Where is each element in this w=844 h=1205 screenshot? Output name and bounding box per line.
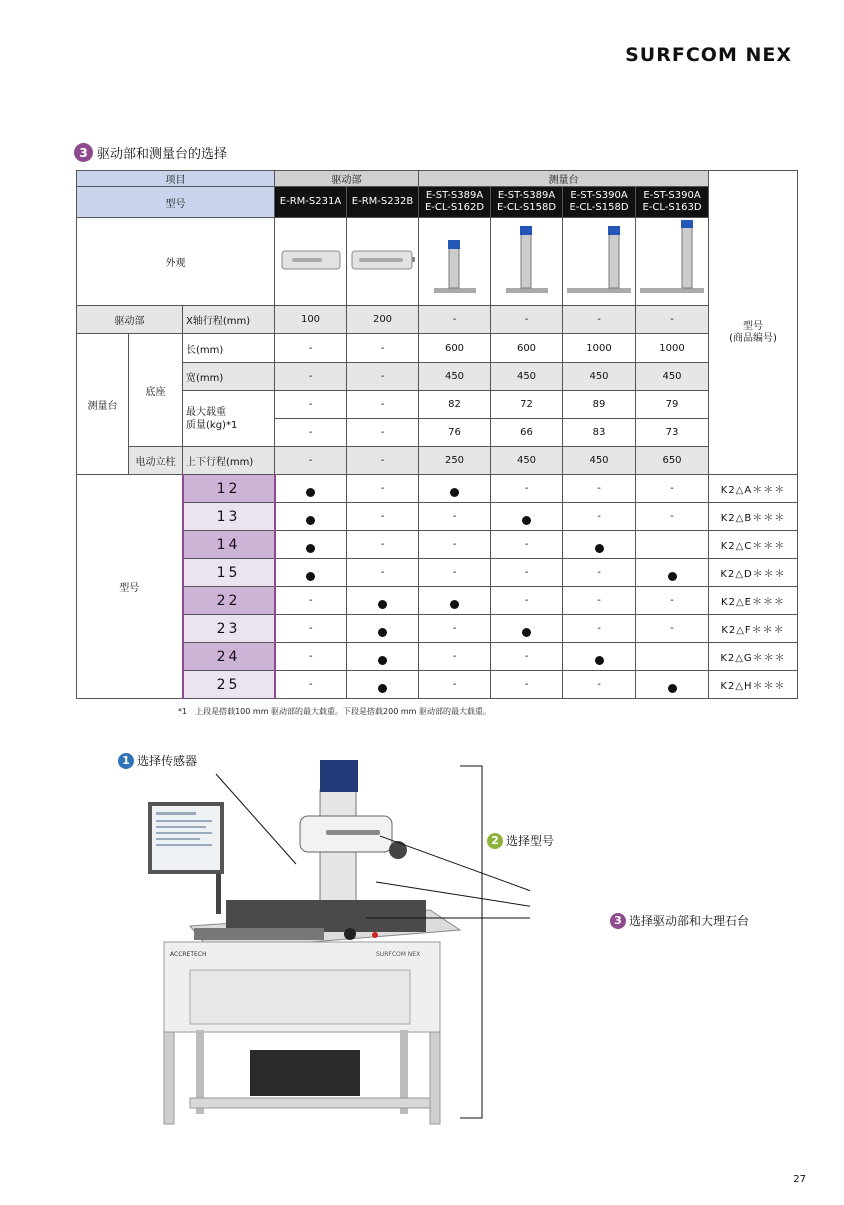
- model-cell: -: [563, 503, 636, 531]
- dot-icon: [378, 684, 387, 693]
- model-cell: -: [563, 671, 636, 699]
- model-cell: [636, 531, 709, 559]
- model-cell: -: [636, 503, 709, 531]
- product-code: K2△B＊＊＊: [709, 503, 798, 531]
- drive-model-1: E-RM-S231A: [275, 187, 347, 218]
- selected-dot: [419, 475, 491, 503]
- selected-dot: [347, 643, 419, 671]
- selected-dot: [347, 671, 419, 699]
- product-code: K2△C＊＊＊: [709, 531, 798, 559]
- model-cell: -: [347, 531, 419, 559]
- stage-image: [492, 220, 562, 300]
- model-cell: -: [491, 643, 563, 671]
- dot-icon: [306, 488, 315, 497]
- page-number: 27: [793, 1174, 806, 1185]
- max-load-label: 最大载重 质量(kg)*1: [183, 391, 275, 447]
- model-row-label: 型号: [77, 187, 275, 218]
- selected-dot: [347, 615, 419, 643]
- selected-dot: [275, 475, 347, 503]
- model-cell: -: [491, 559, 563, 587]
- length-value: 600: [419, 334, 491, 363]
- stage-image: [636, 220, 708, 300]
- length-value: -: [275, 334, 347, 363]
- model-cell: -: [563, 475, 636, 503]
- stage-model-2: E-ST-S389A E-CL-S158D: [491, 187, 563, 218]
- model-cell: -: [491, 475, 563, 503]
- load-value: -: [347, 419, 419, 447]
- dot-icon: [668, 572, 677, 581]
- dot-icon: [306, 544, 315, 553]
- x-travel-value: 100: [275, 306, 347, 334]
- model-row: [77, 671, 798, 699]
- model-cell: -: [419, 615, 491, 643]
- x-travel-value: -: [563, 306, 636, 334]
- right-header-cell: [709, 171, 798, 475]
- stage-row-label: 测量台: [77, 334, 129, 475]
- model-cell: -: [491, 587, 563, 615]
- model-cell: -: [563, 559, 636, 587]
- callout-drive-stage: [610, 912, 749, 929]
- dot-icon: [306, 516, 315, 525]
- section-title: [74, 143, 227, 162]
- model-row: [77, 559, 798, 587]
- x-travel-value: -: [419, 306, 491, 334]
- model-cell: -: [275, 643, 347, 671]
- callout-2-badge: 2: [487, 833, 503, 849]
- header-item: 项目: [77, 171, 275, 187]
- model-row: [77, 587, 798, 615]
- model-row: [77, 643, 798, 671]
- x-travel-value: -: [636, 306, 709, 334]
- dot-icon: [378, 600, 387, 609]
- callout-3-badge: 3: [610, 913, 626, 929]
- model-cell: -: [419, 671, 491, 699]
- selected-dot: [563, 643, 636, 671]
- machine-photo: [130, 750, 530, 1140]
- product-code: K2△E＊＊＊: [709, 587, 798, 615]
- width-value: -: [347, 363, 419, 391]
- stage-model-3: E-ST-S390A E-CL-S158D: [563, 187, 636, 218]
- load-value: -: [275, 391, 347, 419]
- selected-dot: [275, 503, 347, 531]
- selected-dot: [563, 531, 636, 559]
- model-cell: -: [275, 671, 347, 699]
- callout-1-text: 选择传感器: [137, 754, 198, 768]
- model-number: 12: [183, 475, 275, 503]
- model-cell: -: [347, 475, 419, 503]
- load-value: 66: [491, 419, 563, 447]
- section-number-badge: 3: [74, 143, 93, 162]
- vtravel-value: 450: [491, 447, 563, 475]
- dot-icon: [595, 544, 604, 553]
- x-travel-value: 200: [347, 306, 419, 334]
- model-number: 22: [183, 587, 275, 615]
- dot-icon: [522, 516, 531, 525]
- dot-icon: [450, 600, 459, 609]
- load-value: -: [347, 391, 419, 419]
- load-value: 76: [419, 419, 491, 447]
- vtravel-value: 250: [419, 447, 491, 475]
- model-rows: [77, 475, 798, 699]
- spec-table: [76, 170, 798, 699]
- selected-dot: [636, 671, 709, 699]
- header-stage: 测量台: [419, 171, 709, 187]
- load-value: 73: [636, 419, 709, 447]
- stage-image-2: [491, 218, 563, 306]
- model-number: 15: [183, 559, 275, 587]
- model-number: 23: [183, 615, 275, 643]
- model-number: 25: [183, 671, 275, 699]
- model-number: 14: [183, 531, 275, 559]
- callout-1-badge: 1: [118, 753, 134, 769]
- callout-model: [487, 832, 554, 849]
- header-drive: 驱动部: [275, 171, 419, 187]
- footnote: *1 上段是搭载100 mm 驱动部的最大载重。下段是搭载200 mm 驱动部的最大载重。: [178, 707, 491, 716]
- column-top: [320, 760, 358, 792]
- stage-model-4: E-ST-S390A E-CL-S163D: [636, 187, 709, 218]
- stage-image-3: [563, 218, 636, 306]
- dot-icon: [378, 628, 387, 637]
- load-value: 79: [636, 391, 709, 419]
- width-label: 宽(mm): [183, 363, 275, 391]
- product-code: K2△A＊＊＊: [709, 475, 798, 503]
- selected-dot: [275, 531, 347, 559]
- x-travel-value: -: [491, 306, 563, 334]
- stage-image: [420, 220, 490, 300]
- model-cell: -: [275, 615, 347, 643]
- model-cell: -: [491, 531, 563, 559]
- length-value: -: [347, 334, 419, 363]
- model-number: 13: [183, 503, 275, 531]
- model-cell: -: [419, 643, 491, 671]
- brand-logo: SURFCOM NEX: [625, 44, 792, 66]
- callout-3-text: 选择驱动部和大理石台: [629, 914, 750, 928]
- length-label: 长(mm): [183, 334, 275, 363]
- model-cell: -: [636, 475, 709, 503]
- product-code: K2△F＊＊＊: [709, 615, 798, 643]
- width-value: 450: [419, 363, 491, 391]
- stage-model-1: E-ST-S389A E-CL-S162D: [419, 187, 491, 218]
- column-label: 电动立柱: [129, 447, 183, 475]
- dot-icon: [522, 628, 531, 637]
- length-value: 1000: [563, 334, 636, 363]
- selected-dot: [419, 587, 491, 615]
- model-cell: -: [347, 503, 419, 531]
- base-label: 底座: [129, 334, 183, 447]
- vtravel-value: 650: [636, 447, 709, 475]
- selected-dot: [347, 587, 419, 615]
- model-cell: [636, 643, 709, 671]
- stage-image: [563, 220, 635, 300]
- drive-image-1: [275, 218, 347, 306]
- machine-brand-label: SURFCOM NEX: [376, 951, 421, 958]
- granite-surface: [226, 900, 426, 932]
- vtravel-value: -: [275, 447, 347, 475]
- model-number: 24: [183, 643, 275, 671]
- model-cell: -: [491, 671, 563, 699]
- model-cell: -: [419, 503, 491, 531]
- load-value: 83: [563, 419, 636, 447]
- x-travel-label: X轴行程(mm): [183, 306, 275, 334]
- controller-box: [250, 1050, 360, 1096]
- model-cell: -: [563, 615, 636, 643]
- model-cell: -: [419, 559, 491, 587]
- drive-unit-image: [349, 245, 417, 275]
- models-label: 型号: [77, 475, 183, 699]
- width-value: 450: [636, 363, 709, 391]
- drive-model-2: E-RM-S232B: [347, 187, 419, 218]
- length-value: 1000: [636, 334, 709, 363]
- stage-image-4: [636, 218, 709, 306]
- vtravel-label: 上下行程(mm): [183, 447, 275, 475]
- load-value: -: [275, 419, 347, 447]
- vtravel-value: 450: [563, 447, 636, 475]
- model-cell: -: [563, 587, 636, 615]
- model-row: [77, 615, 798, 643]
- product-code: K2△H＊＊＊: [709, 671, 798, 699]
- product-code: K2△G＊＊＊: [709, 643, 798, 671]
- section-title-text: 驱动部和测量台的选择: [97, 147, 228, 162]
- model-cell: -: [347, 559, 419, 587]
- maker-label: ACCRETECH: [170, 951, 207, 958]
- model-cell: -: [636, 615, 709, 643]
- dot-icon: [450, 488, 459, 497]
- product-code: K2△D＊＊＊: [709, 559, 798, 587]
- drive-unit-image: [278, 245, 344, 275]
- model-cell: -: [636, 587, 709, 615]
- model-row: [77, 531, 798, 559]
- width-value: 450: [491, 363, 563, 391]
- model-row: [77, 503, 798, 531]
- dot-icon: [378, 656, 387, 665]
- callout-sensor: [118, 752, 197, 769]
- width-value: 450: [563, 363, 636, 391]
- selected-dot: [636, 559, 709, 587]
- model-cell: -: [275, 587, 347, 615]
- model-row: [77, 475, 798, 503]
- width-value: -: [275, 363, 347, 391]
- load-value: 72: [491, 391, 563, 419]
- appearance-label: 外观: [77, 218, 275, 306]
- vtravel-value: -: [347, 447, 419, 475]
- selected-dot: [491, 615, 563, 643]
- model-cell: -: [419, 531, 491, 559]
- drive-row-label: 驱动部: [77, 306, 183, 334]
- stage-image-1: [419, 218, 491, 306]
- load-value: 89: [563, 391, 636, 419]
- dot-icon: [595, 656, 604, 665]
- load-value: 82: [419, 391, 491, 419]
- length-value: 600: [491, 334, 563, 363]
- keyboard: [194, 928, 324, 940]
- right-header-label: 型号 (商品编号): [729, 320, 777, 344]
- dot-icon: [306, 572, 315, 581]
- selected-dot: [275, 559, 347, 587]
- callout-2-text: 选择型号: [506, 834, 555, 848]
- selected-dot: [491, 503, 563, 531]
- dot-icon: [668, 684, 677, 693]
- drive-image-2: [347, 218, 419, 306]
